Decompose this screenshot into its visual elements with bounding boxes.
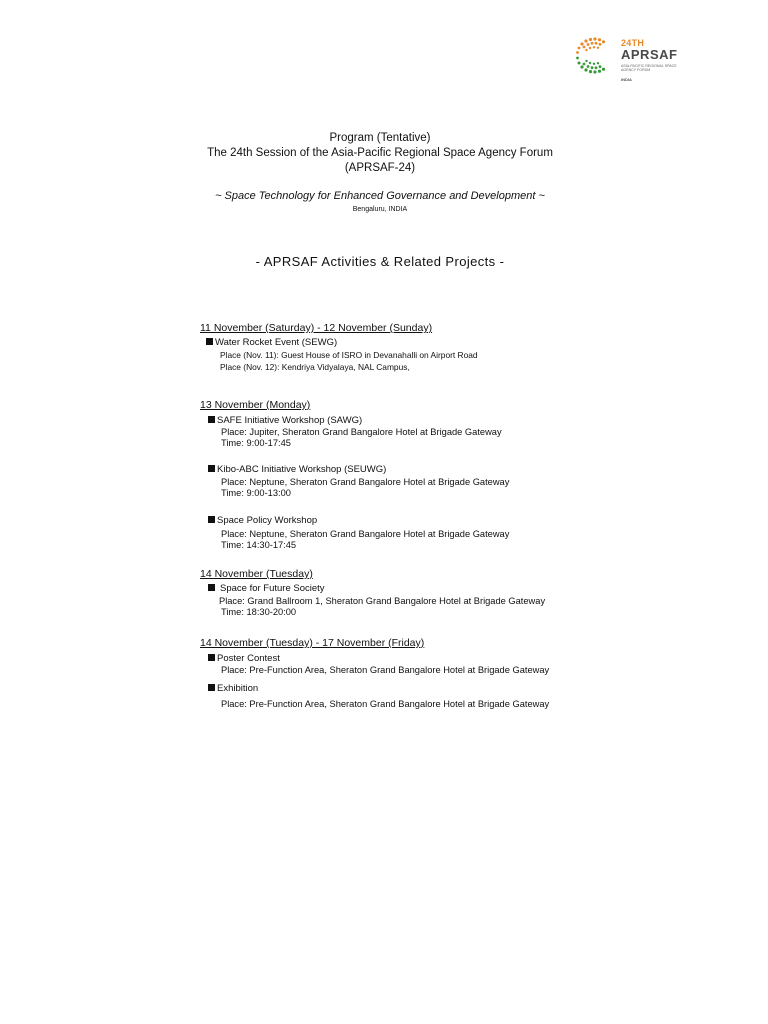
event-detail: Place: Pre-Function Area, Sheraton Grand Bangalore Hotel at Brigade Gateway (221, 665, 550, 675)
event-item (208, 653, 280, 664)
event-detail: Place: Neptune, Sheraton Grand Bangalore Hotel at Brigade Gateway (221, 529, 510, 539)
event-item (208, 415, 362, 426)
event-item (208, 683, 258, 694)
event-detail: Place: Grand Ballroom 1, Sheraton Grand Bangalore Hotel at Brigade Gateway (219, 596, 546, 606)
bullet-square-icon (208, 516, 215, 523)
section-title: - APRSAF Activities & Related Projects - (255, 254, 505, 269)
event-name: Space for Future Society (220, 583, 325, 594)
event-detail: Place (Nov. 12): Kendriya Vidyalaya, NAL Campus, (220, 362, 410, 372)
logo-subtitle: ASIA-PACIFIC REGIONAL SPACE AGENCY FORUM (621, 64, 677, 73)
event-detail: Place (Nov. 11): Guest House of ISRO in Devanahalli on Airport Road (220, 350, 478, 360)
event-detail: Place: Pre-Function Area, Sheraton Grand Bangalore Hotel at Brigade Gateway (221, 699, 550, 709)
event-item (208, 583, 325, 594)
bullet-square-icon (208, 654, 215, 661)
bullet-square-icon (208, 684, 215, 691)
logo-emblem-icon (570, 34, 620, 80)
event-name: Kibo-ABC Initiative Workshop (SEUWG) (217, 464, 387, 475)
event-name: SAFE Initiative Workshop (SAWG) (217, 415, 363, 426)
event-detail: Place: Neptune, Sheraton Grand Bangalore Hotel at Brigade Gateway (221, 477, 510, 487)
session-acronym: (APRSAF-24) (344, 162, 416, 174)
event-name: Exhibition (217, 683, 259, 694)
bullet-square-icon (208, 584, 215, 591)
event-name: Water Rocket Event (SEWG) (215, 337, 338, 348)
session-title: The 24th Session of the Asia-Pacific Regional Space Agency Forum (207, 147, 553, 159)
event-item (208, 464, 386, 475)
bullet-square-icon (208, 416, 215, 423)
logo-name: APRSAF (621, 47, 678, 62)
venue-line: Bengaluru, INDIA (352, 206, 408, 213)
date-heading: 13 November (Monday) (200, 399, 311, 411)
event-detail: Time: 9:00-13:00 (221, 488, 291, 498)
date-heading: 14 November (Tuesday) (200, 568, 313, 580)
bullet-square-icon (208, 465, 215, 472)
event-detail: Time: 9:00-17:45 (221, 438, 291, 448)
program-label: Program (Tentative) (329, 132, 431, 144)
event-detail: Place: Jupiter, Sheraton Grand Bangalore Hotel at Brigade Gateway (221, 427, 502, 437)
logo-edition-number: 24TH (621, 38, 645, 48)
event-name: Poster Contest (217, 653, 280, 664)
event-detail: Time: 14:30-17:45 (221, 540, 297, 550)
date-heading: 11 November (Saturday) - 12 November (Sunday) (200, 322, 433, 334)
date-heading: 14 November (Tuesday) - 17 November (Friday) (200, 637, 425, 649)
event-item (206, 337, 337, 348)
logo-country: INDIA (621, 77, 632, 82)
event-item (208, 515, 317, 526)
bullet-square-icon (206, 338, 213, 345)
aprsaf-logo (570, 34, 682, 84)
theme-line: ~ Space Technology for Enhanced Governance and Development ~ (215, 190, 545, 202)
event-name: Space Policy Workshop (217, 515, 318, 526)
event-detail: Time: 18:30-20:00 (221, 607, 297, 617)
